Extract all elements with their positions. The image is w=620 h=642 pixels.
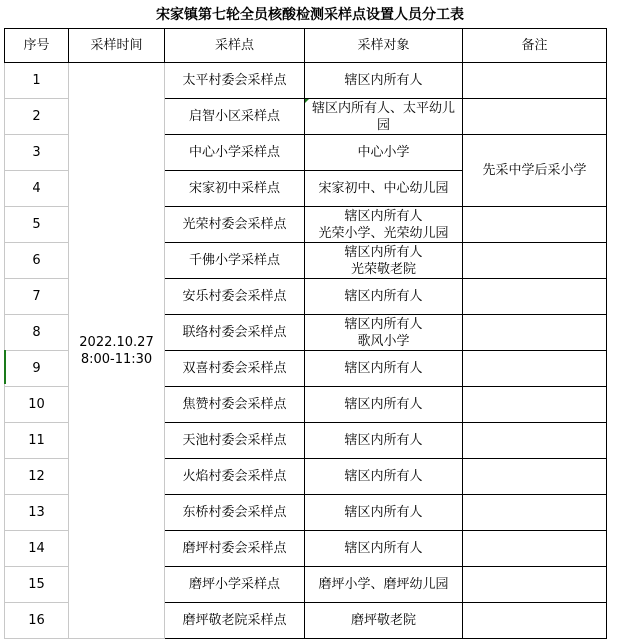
cell-target[interactable] — [305, 279, 463, 315]
target-line: 宋家初中、中心幼儿园 — [318, 181, 449, 196]
assignment-table — [4, 28, 607, 639]
target-line: 辖区内所有人 — [344, 397, 423, 412]
target-line: 辖区内所有人 — [344, 244, 423, 260]
cell-note[interactable] — [463, 459, 607, 495]
header-note[interactable]: 备注 — [463, 29, 607, 63]
cell-note[interactable] — [463, 531, 607, 567]
cell-point[interactable]: 宋家初中采样点 — [165, 171, 305, 207]
cell-point[interactable]: 焦赞村委会采样点 — [165, 387, 305, 423]
cell-time[interactable] — [69, 63, 165, 639]
target-line: 辖区内所有人 — [344, 469, 423, 484]
target-line: 辖区内所有人 — [344, 361, 423, 376]
cell-point[interactable]: 双喜村委会采样点 — [165, 351, 305, 387]
cell-no[interactable]: 14 — [5, 531, 69, 567]
cell-point[interactable]: 太平村委会采样点 — [165, 63, 305, 99]
target-line: 辖区内所有人 — [344, 505, 423, 520]
target-line: 辖区内所有人、太平幼儿 — [311, 100, 455, 116]
target-line: 中心小学 — [357, 145, 410, 160]
target-line: 磨坪小学、磨坪幼儿园 — [318, 577, 449, 592]
cell-point[interactable]: 天池村委会采样点 — [165, 423, 305, 459]
cell-no[interactable]: 2 — [5, 99, 69, 135]
cell-no[interactable]: 8 — [5, 315, 69, 351]
cell-no[interactable]: 9 — [5, 351, 69, 387]
sheet-title: 宋家镇第七轮全员核酸检测采样点设置人员分工表 — [156, 7, 464, 23]
cell-point[interactable]: 千佛小学采样点 — [165, 243, 305, 279]
cell-no[interactable]: 1 — [5, 63, 69, 99]
table-body — [5, 29, 607, 639]
target-line: 辖区内所有人 — [344, 433, 423, 448]
cell-no[interactable]: 5 — [5, 207, 69, 243]
cell-target[interactable] — [305, 387, 463, 423]
header-point[interactable]: 采样点 — [165, 29, 305, 63]
cell-point[interactable]: 安乐村委会采样点 — [165, 279, 305, 315]
cell-target[interactable] — [305, 459, 463, 495]
target-line: 辖区内所有人 — [344, 541, 423, 556]
cell-point[interactable]: 联络村委会采样点 — [165, 315, 305, 351]
cell-no[interactable]: 13 — [5, 495, 69, 531]
cell-note[interactable] — [463, 495, 607, 531]
cell-target[interactable] — [305, 99, 463, 135]
cell-note[interactable] — [463, 423, 607, 459]
time-range: 8:00-11:30 — [80, 351, 153, 367]
cell-no[interactable]: 7 — [5, 279, 69, 315]
cell-target[interactable] — [305, 315, 463, 351]
cell-target[interactable] — [305, 423, 463, 459]
cell-note[interactable] — [463, 207, 607, 243]
header-time[interactable]: 采样时间 — [69, 29, 165, 63]
cell-no[interactable]: 3 — [5, 135, 69, 171]
cell-target[interactable] — [305, 63, 463, 99]
cell-note[interactable] — [463, 387, 607, 423]
cell-note-merged[interactable]: 先采中学后采小学 — [463, 135, 607, 207]
target-line: 辖区内所有人 — [344, 289, 423, 304]
cell-point[interactable]: 光荣村委会采样点 — [165, 207, 305, 243]
cell-no[interactable]: 11 — [5, 423, 69, 459]
cell-point[interactable]: 东桥村委会采样点 — [165, 495, 305, 531]
cell-target[interactable] — [305, 531, 463, 567]
cell-note[interactable] — [463, 99, 607, 135]
cell-point[interactable]: 火焰村委会采样点 — [165, 459, 305, 495]
cell-point[interactable]: 启智小区采样点 — [165, 99, 305, 135]
target-line: 歌风小学 — [357, 333, 410, 349]
target-line: 磨坪敬老院 — [350, 613, 416, 628]
cell-target[interactable] — [305, 495, 463, 531]
target-line: 光荣小学、光荣幼儿园 — [318, 225, 449, 241]
cell-no[interactable]: 6 — [5, 243, 69, 279]
cell-note[interactable] — [463, 603, 607, 639]
cell-target[interactable] — [305, 207, 463, 243]
cell-note[interactable] — [463, 243, 607, 279]
cell-comment-marker — [305, 99, 309, 103]
cell-note[interactable] — [463, 315, 607, 351]
header-no[interactable]: 序号 — [5, 29, 69, 63]
row-indicator-bar — [4, 350, 6, 384]
header-row — [5, 29, 607, 63]
cell-target[interactable] — [305, 243, 463, 279]
target-line: 园 — [376, 117, 390, 133]
time-date: 2022.10.27 — [79, 334, 154, 350]
cell-point[interactable]: 中心小学采样点 — [165, 135, 305, 171]
target-line: 辖区内所有人 — [344, 208, 423, 224]
target-line: 辖区内所有人 — [344, 73, 423, 88]
cell-no[interactable]: 15 — [5, 567, 69, 603]
cell-point[interactable]: 磨坪村委会采样点 — [165, 531, 305, 567]
cell-no[interactable]: 12 — [5, 459, 69, 495]
target-line: 光荣敬老院 — [350, 261, 416, 277]
cell-target[interactable] — [305, 351, 463, 387]
cell-point[interactable]: 磨坪小学采样点 — [165, 567, 305, 603]
cell-no[interactable]: 10 — [5, 387, 69, 423]
cell-note[interactable] — [463, 279, 607, 315]
cell-no[interactable]: 4 — [5, 171, 69, 207]
cell-note[interactable] — [463, 567, 607, 603]
cell-target[interactable] — [305, 135, 463, 171]
cell-note[interactable] — [463, 63, 607, 99]
table-row — [5, 63, 607, 99]
cell-target[interactable] — [305, 567, 463, 603]
cell-note[interactable] — [463, 351, 607, 387]
cell-point[interactable]: 磨坪敬老院采样点 — [165, 603, 305, 639]
cell-target[interactable] — [305, 171, 463, 207]
header-target[interactable]: 采样对象 — [305, 29, 463, 63]
target-line: 辖区内所有人 — [344, 316, 423, 332]
cell-no[interactable]: 16 — [5, 603, 69, 639]
cell-target[interactable] — [305, 603, 463, 639]
